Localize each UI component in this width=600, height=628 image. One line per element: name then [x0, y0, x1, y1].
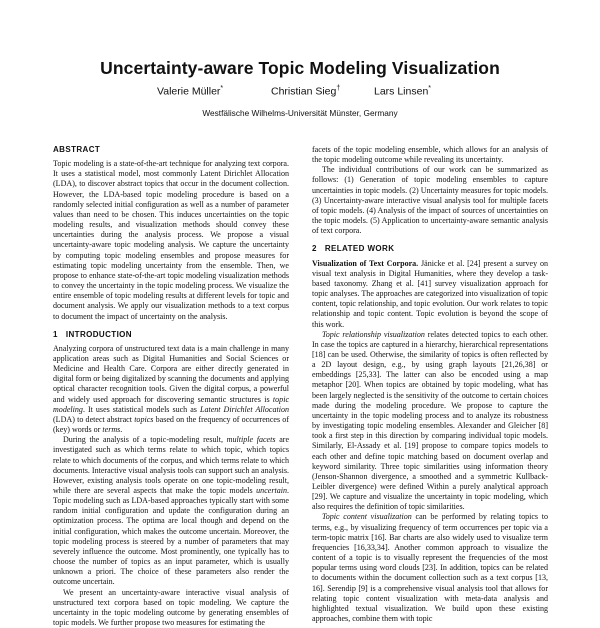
emphasis: topics [134, 414, 154, 424]
author-name: Lars Linsen [374, 85, 429, 98]
intro-paragraph-1 [53, 344, 289, 435]
section-title: INTRODUCTION [65, 329, 132, 339]
text-run: based on the frequency of occurrences of (key) words or [53, 414, 290, 435]
text-run: can be performed by relating topics to terms, e.g., by visualizing frequency of term occurrences per topic via a term-topic matrix [16]. Bar charts are also widely used to visualize term frequencies [16,33,34]. Another common approach to visualize the content of a topic is to visually represent the frequencies of the most popular terms using word clouds [23]. In addition, topics can be related to documents within the document collection such as a text corpus [13, 16]. Serendip [9] is a comprehensive visual analysis tool that allows for relating topic content visualization with meta-data analysis and highlighted textual visualization. We build upon these existing approaches, combine them with topic [312, 512, 549, 624]
emphasis: Latent Dirichlet Allocation [199, 404, 289, 414]
text-run: Analyzing corpora of unstructured text data is a main challenge in many application areas such as Digital Humanities and Social Sciences or Medicine and Health Care. Corpora are either directly generated in digital form or being digitalized by scanning the documents and applying optical character recognition tools. Given the digital corpus, a powerful and widely used approach for discovering semantic structures is [53, 343, 289, 404]
text-run: relates detected topics to each other. In case the topics are captured in a hierarchy, hierarchical representations [18] can be used. Otherwise, the similarity of topics is often reflected by a 2D layout design, e.g., by using graph layouts [21,26,38] or embeddings [25,33]. The latter can also be encoded using a map metaphor [20]. When topics are obtained by topic modeling, what has been largely neglected is the sensitivity of the outcome to certain choices made during the modeling procedure. We propose to capture the uncertainty in the topic modeling process and to analyze its robustness by investigating topic modeling ensembles. Alexander and Gleicher [8] took a first step in this direction by comparing individual topic models. Similarly, El-Assady et al. [19] propose to compare topics models to each other and define topic matching based on document overlap and keyword similarity. Three topic similarities using information theory (Jenson-Shannon divergence, a smoothed and a symmetric Kullback-Leibler divergence) were defined Within a purely analytical approach [29]. We capture and visualize the uncertainty in topic modeling, which also requires the definition of topic similarities. [312, 329, 549, 512]
emphasis: topic modeling [53, 394, 290, 414]
text-run: Jänicke et al. [24] present a survey on visual text analysis in Digital Humanities, where they develop a task-based taxonomy. Zhang et al. [41] survey visualization approach for topic analyses. The approaches are categorized into visualization of topic content, topic relationship, and topic evolution. Our work relates to topic relationship and topic content. Topic evolution is beyond the scope of this work. [312, 258, 548, 329]
left-column [53, 145, 289, 628]
section-title: RELATED WORK [324, 244, 395, 254]
emphasis: terms [102, 425, 121, 435]
abstract-text: Topic modeling is a state-of-the-art technique for analyzing text corpora. It uses a statistical model, most commonly Latent Dirichlet Allocation (LDA), to discover abstract topics that occur in the document collection. However, the LDA-based topic modeling procedure is based on a randomly selected initial configuration as well as a number of parameter values than need to be chosen. This induces uncertainties on the topic modeling results, and visualization methods should convey these uncertainties during the analysis process. We propose a visual uncertainty-aware topic modeling analysis. We capture the uncertainty by computing topic modeling ensembles and propose measures for estimating topic modeling uncertainty from the ensemble. Then, we propose to enhance state-of-the-art topic modeling visualization methods to convey the uncertainty in the topic modeling process. We visualize the entire ensemble of topic modeling results at different levels for topic and document analysis. We apply our visualization methods to a text corpus to document the impact of uncertainty on the analysis. [53, 159, 289, 321]
emphasis: uncertain [256, 486, 287, 495]
author-name: Christian Sieg [271, 85, 337, 98]
emphasis: Topic content visualization [322, 512, 412, 522]
author-3 [374, 85, 431, 98]
author-mark: * [220, 85, 224, 92]
text-run: . It uses statistical models such as [82, 404, 197, 414]
emphasis: multiple facets [226, 435, 276, 445]
intro-heading [53, 330, 289, 340]
text-run: During the analysis of a topic-modeling result, [63, 435, 223, 445]
author-mark: † [336, 85, 341, 92]
related-paragraph-1 [312, 259, 548, 330]
related-work-heading [312, 244, 548, 254]
author-2 [271, 85, 340, 98]
related-paragraph-2 [312, 330, 548, 513]
emphasis: Topic relationship visualization [322, 329, 425, 339]
author-1 [157, 85, 223, 98]
text-run: . Topic modeling such as LDA-based approaches typically start with some random initial configuration and update the configuration during an optimization process. The optima are local though and depend on the initial configuration, which makes the outcome uncertain. Moreover, the topic modeling process is steered by a number of parameters that may severely influence the outcome. Most prominently, one typically has to choose the number of topics as an input parameter, which is usually unknown a priori. The choice of these parameters also render the outcome uncertain. [53, 486, 289, 587]
text-run: are investigated such as which terms relate to which topic, which topics relate to which documents of the corpus, and which terms relate to which documents. Interactive visual analysis tools can support such an analysis. However, existing analysis tools operate on one topic-modeling result, while there are several aspects that make the topic models [53, 435, 290, 495]
author-list [0, 85, 600, 101]
contributions-paragraph: The individual contributions of our work can be summarized as follows: (1) Generation of topic modeling ensembles to capture uncertainties in topic models. (2) Uncertainty measures for topic models. (3) Uncertainty-aware interactive visual analysis tool for multiple facets of topic models. (4) Analysis of the impact of sources of uncertainties on the topic models. (5) Application to uncertainty-aware semantic analysis of text corpora. [312, 165, 548, 236]
abstract-heading [53, 145, 289, 155]
section-number: 1 [53, 329, 58, 339]
paper-title: Uncertainty-aware Topic Modeling Visualization [100, 58, 500, 78]
right-column [312, 145, 548, 624]
paragraph-lead: Visualization of Text Corpora. [312, 258, 419, 268]
author-name: Valerie Müller [157, 85, 221, 98]
related-paragraph-3 [312, 512, 548, 624]
spacer [53, 322, 289, 330]
abstract-heading-text: ABSTRACT [53, 145, 101, 154]
affiliation: Westfälische Wilhelms-Universität Münster, Germany [202, 108, 398, 118]
intro-paragraph-3: We present an uncertainty-aware interactive visual analysis of unstructured text corpora based on topic modeling. We capture the uncertainty in the topic modeling outcome by generating ensembles of topic models. We further propose two measures for estimating the [53, 587, 289, 628]
section-number: 2 [312, 244, 317, 254]
intro-continued-paragraph: facets of the topic modeling ensemble, which allows for an analysis of the topic modeling outcome while revealing its uncertainty. [312, 145, 548, 165]
author-mark: * [428, 85, 432, 92]
text-run: . [120, 425, 123, 435]
spacer [312, 236, 548, 244]
text-run: (LDA) to detect abstract [53, 414, 132, 424]
intro-paragraph-2 [53, 435, 289, 587]
